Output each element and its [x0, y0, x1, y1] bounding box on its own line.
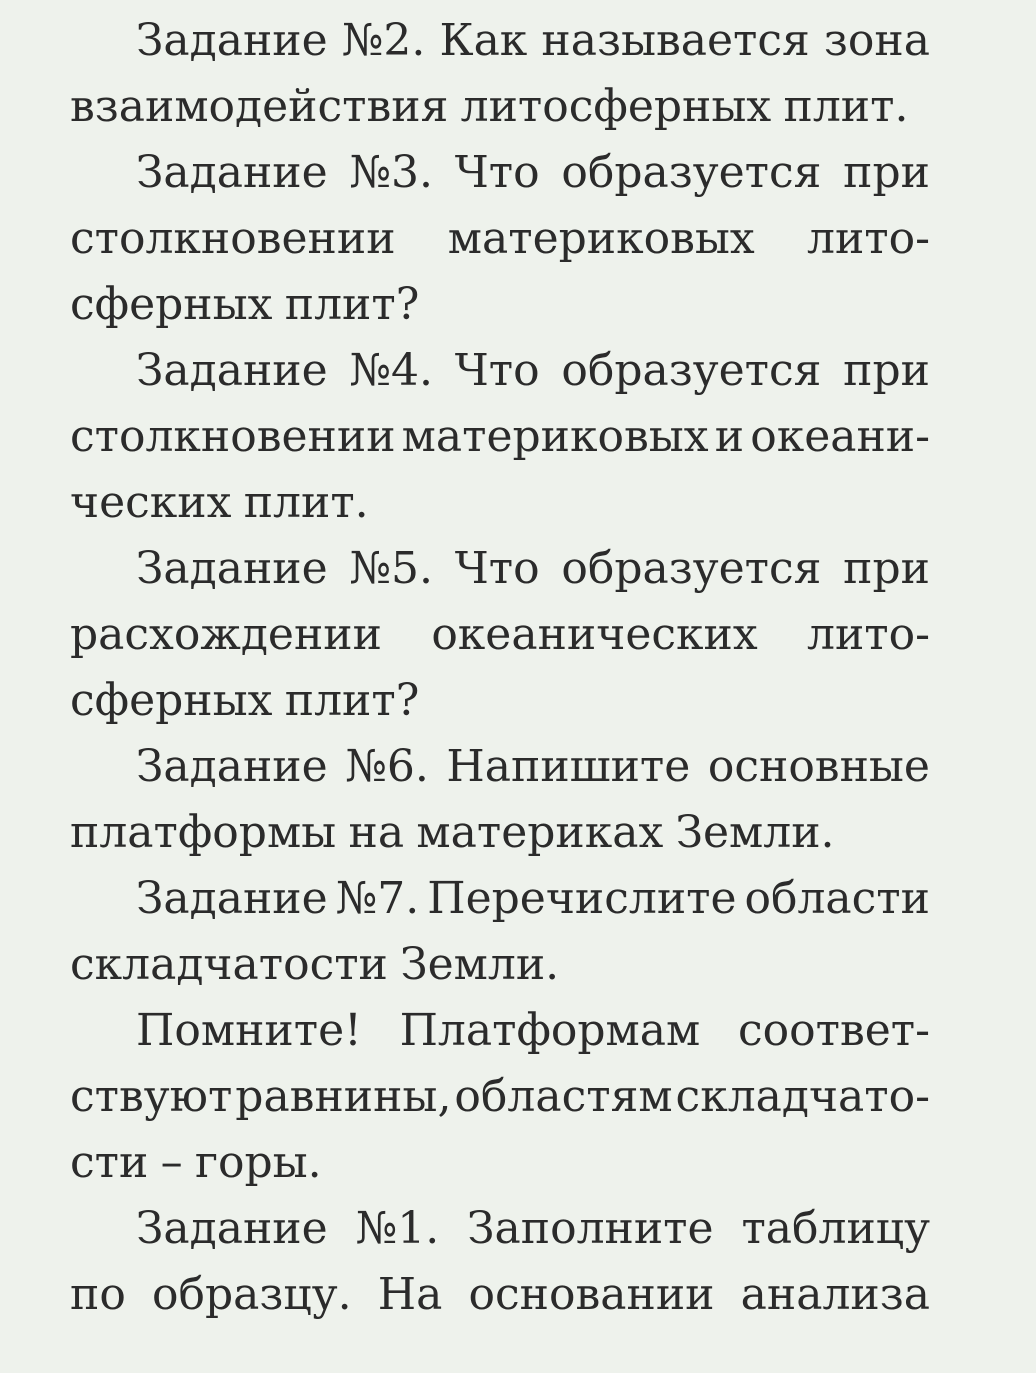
word: океанических: [431, 609, 758, 660]
text-line: [136, 8, 930, 74]
word: №4.: [349, 345, 434, 396]
word: Заполните: [467, 1203, 714, 1254]
word: и: [714, 411, 745, 462]
word: №1.: [355, 1203, 440, 1254]
word: Задание: [136, 873, 328, 924]
text-line: [70, 1064, 930, 1130]
word: плит.: [243, 477, 369, 528]
text-line: [136, 998, 930, 1064]
word: плит?: [284, 675, 420, 726]
word: Что: [454, 147, 540, 198]
text-line: [70, 932, 930, 998]
word: расхождении: [70, 609, 382, 660]
text-line: [136, 734, 930, 800]
word: таблицу: [741, 1203, 930, 1254]
word: Как: [439, 15, 528, 66]
word: Задание: [136, 741, 328, 792]
text-line: [70, 470, 930, 536]
word: горы.: [194, 1137, 322, 1188]
text-line: [70, 74, 930, 140]
word: литосферных: [460, 81, 772, 132]
word: сти: [70, 1137, 149, 1188]
word: при: [843, 345, 930, 396]
word: Напишите: [446, 741, 691, 792]
word: На: [377, 1269, 443, 1320]
word: называется: [541, 15, 810, 66]
word: материковых: [401, 411, 709, 462]
word: анализа: [740, 1269, 930, 1320]
word: Задание: [136, 543, 328, 594]
word: при: [843, 543, 930, 594]
word: образцу.: [152, 1269, 352, 1320]
word: Задание: [136, 147, 328, 198]
word: сферных: [70, 279, 273, 330]
text-line: [136, 338, 930, 404]
text-line: [70, 800, 930, 866]
word: ческих: [70, 477, 232, 528]
word: плит.: [783, 81, 909, 132]
word: океани-: [750, 411, 930, 462]
word: Помните!: [136, 1005, 362, 1056]
word: складчатости: [70, 939, 388, 990]
text-line: [70, 668, 930, 734]
text-line: [70, 206, 930, 272]
word: Задание: [136, 15, 328, 66]
word: материках: [416, 807, 664, 858]
word: №3.: [349, 147, 434, 198]
text-line: [70, 272, 930, 338]
word: столкновении: [70, 411, 396, 462]
word: зона: [823, 15, 930, 66]
word: –: [160, 1137, 183, 1188]
word: образуется: [561, 147, 822, 198]
word: при: [843, 147, 930, 198]
word: областям: [454, 1071, 673, 1122]
text-line: [136, 866, 930, 932]
word: основные: [707, 741, 930, 792]
word: №7.: [335, 873, 420, 924]
word: Что: [454, 345, 540, 396]
word: материковых: [447, 213, 755, 264]
word: соответ-: [738, 1005, 930, 1056]
text-line: [136, 1196, 930, 1262]
word: ствуют: [70, 1071, 233, 1122]
word: образуется: [561, 345, 822, 396]
word: Задание: [136, 1203, 328, 1254]
word: Земли.: [675, 807, 835, 858]
text-line: [136, 140, 930, 206]
word: равнины,: [235, 1071, 452, 1122]
word: №2.: [341, 15, 426, 66]
word: Земли.: [400, 939, 560, 990]
text-line: [70, 404, 930, 470]
word: основании: [468, 1269, 715, 1320]
word: по: [70, 1269, 126, 1320]
word: Что: [454, 543, 540, 594]
word: №5.: [349, 543, 434, 594]
word: лито-: [807, 213, 930, 264]
word: плит?: [284, 279, 420, 330]
word: складчато-: [675, 1071, 930, 1122]
word: лито-: [807, 609, 930, 660]
word: сферных: [70, 675, 273, 726]
word: образуется: [561, 543, 822, 594]
word: Задание: [136, 345, 328, 396]
word: №6.: [345, 741, 429, 792]
word: Платформам: [399, 1005, 701, 1056]
text-line: [136, 536, 930, 602]
word: взаимодействия: [70, 81, 449, 132]
clipped-previous-line: [70, 0, 930, 8]
word: столкновении: [70, 213, 396, 264]
word: области: [744, 873, 930, 924]
word: на: [348, 807, 405, 858]
text-line: [70, 602, 930, 668]
word: Перечислите: [427, 873, 737, 924]
word: платформы: [70, 807, 337, 858]
text-line: [70, 1130, 930, 1196]
text-line: [70, 1262, 930, 1328]
